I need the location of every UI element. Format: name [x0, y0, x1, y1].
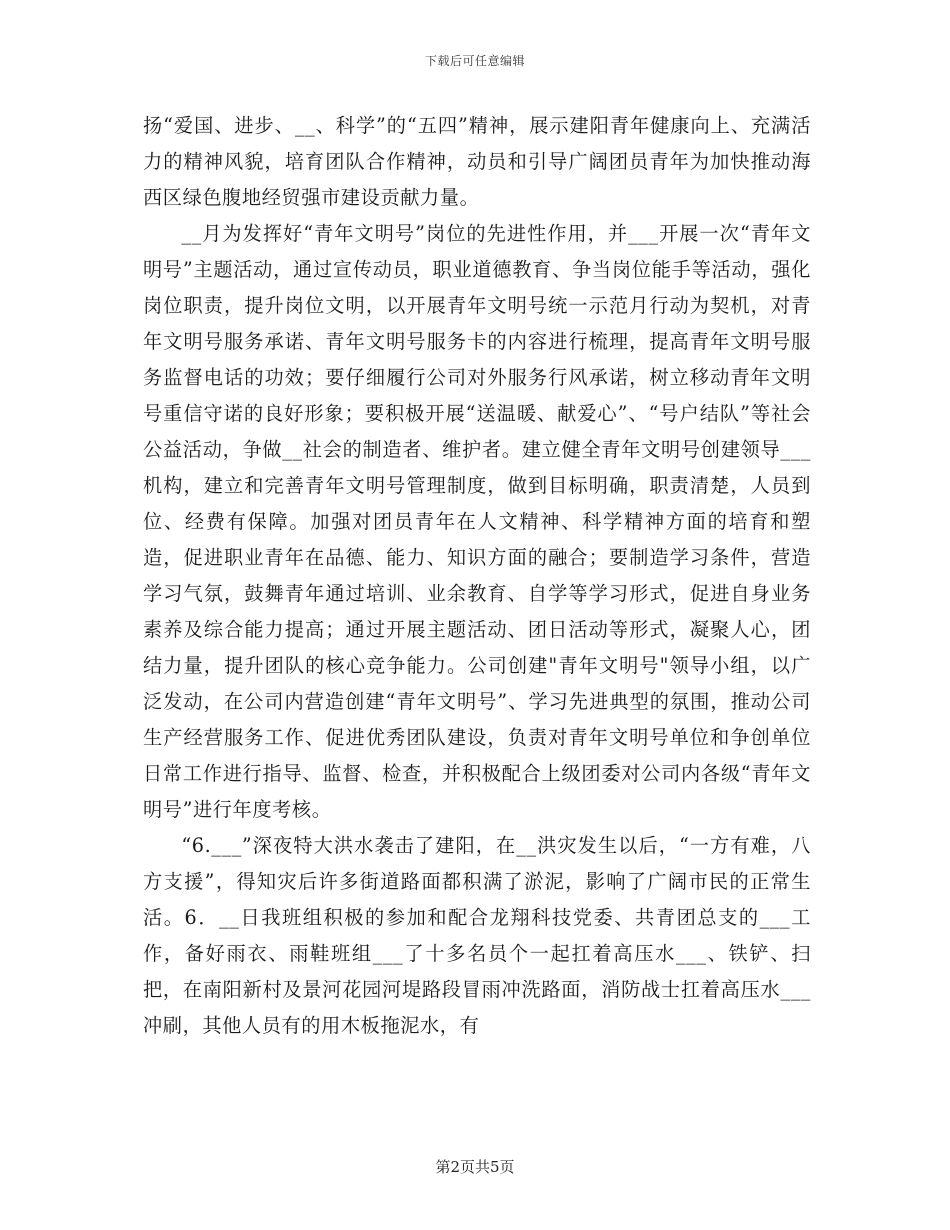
document-body	[143, 108, 811, 1044]
page-number: 第2页共5页	[435, 1158, 515, 1176]
paragraph-1: 扬“爱国、进步、__、科学”的“五四”精神，展示建阳青年健康向上、充满活力的精神风貌，培育团队合作精神，动员和引导广阔团员青年为加快推动海西区绿色腹地经贸强市建设贡献力量。	[143, 114, 811, 209]
paragraph-3: “6.___”深夜特大洪水袭击了建阳，在__洪灾发生以后，“一方有难，八方支援”，得知灾后许多街道路面都积满了淤泥，影响了广阔市民的正常生活。6．__日我班组积极的参加和配合龙翔科技党委、共青团总支的___工作，备好雨衣、雨鞋班组___了十多名员个一起扛着高压水___、铁铲、扫把，在南阳新村及景河花园河堤路段冒雨冲洗路面，消防战士扛着高压水___冲刷，其他人员有的用木板拖泥水，有	[143, 834, 811, 1037]
page-header-note: 下载后可任意编辑	[424, 54, 525, 68]
paragraph-2: __月为发挥好“青年文明号”岗位的先进性作用，并___开展一次“青年文明号”主题活动，通过宣传动员，职业道德教育、争当岗位能手等活动，强化岗位职责，提升岗位文明，以开展青年文明号统一示范月行动为契机，对青年文明号服务承诺、青年文明号服务卡的内容进行梳理，提高青年文明号服务监督电话的功效；要仔细履行公司对外服务行风承诺，树立移动青年文明号重信守诺的良好形象；要积极开展“送温暖、献爱心”、“号户结队”等社会公益活动，争做__社会的制造者、维护者。建立健全青年文明号创建领导___机构，建立和完善青年文明号管理制度，做到目标明确，职责清楚，人员到位、经费有保障。加强对团员青年在人文精神、科学精神方面的培育和塑造，促进职业青年在品德、能力、知识方面的融合；要制造学习条件，营造学习气氛，鼓舞青年通过培训、业余教育、自学等学习形式，促进自身业务素养及综合能力提高；通过开展主题活动、团日活动等形式，凝聚人心，团结力量，提升团队的核心竞争能力。公司创建"青年文明号"领导小组，以广泛发动，在公司内营造创建“青年文明号”、学习先进典型的氛围，推动公司生产经营服务工作、促进优秀团队建设，负责对青年文明号单位和争创单位日常工作进行指导、监督、检查，并积极配合上级团委对公司内各级“青年文明号”进行年度考核。	[143, 222, 811, 821]
